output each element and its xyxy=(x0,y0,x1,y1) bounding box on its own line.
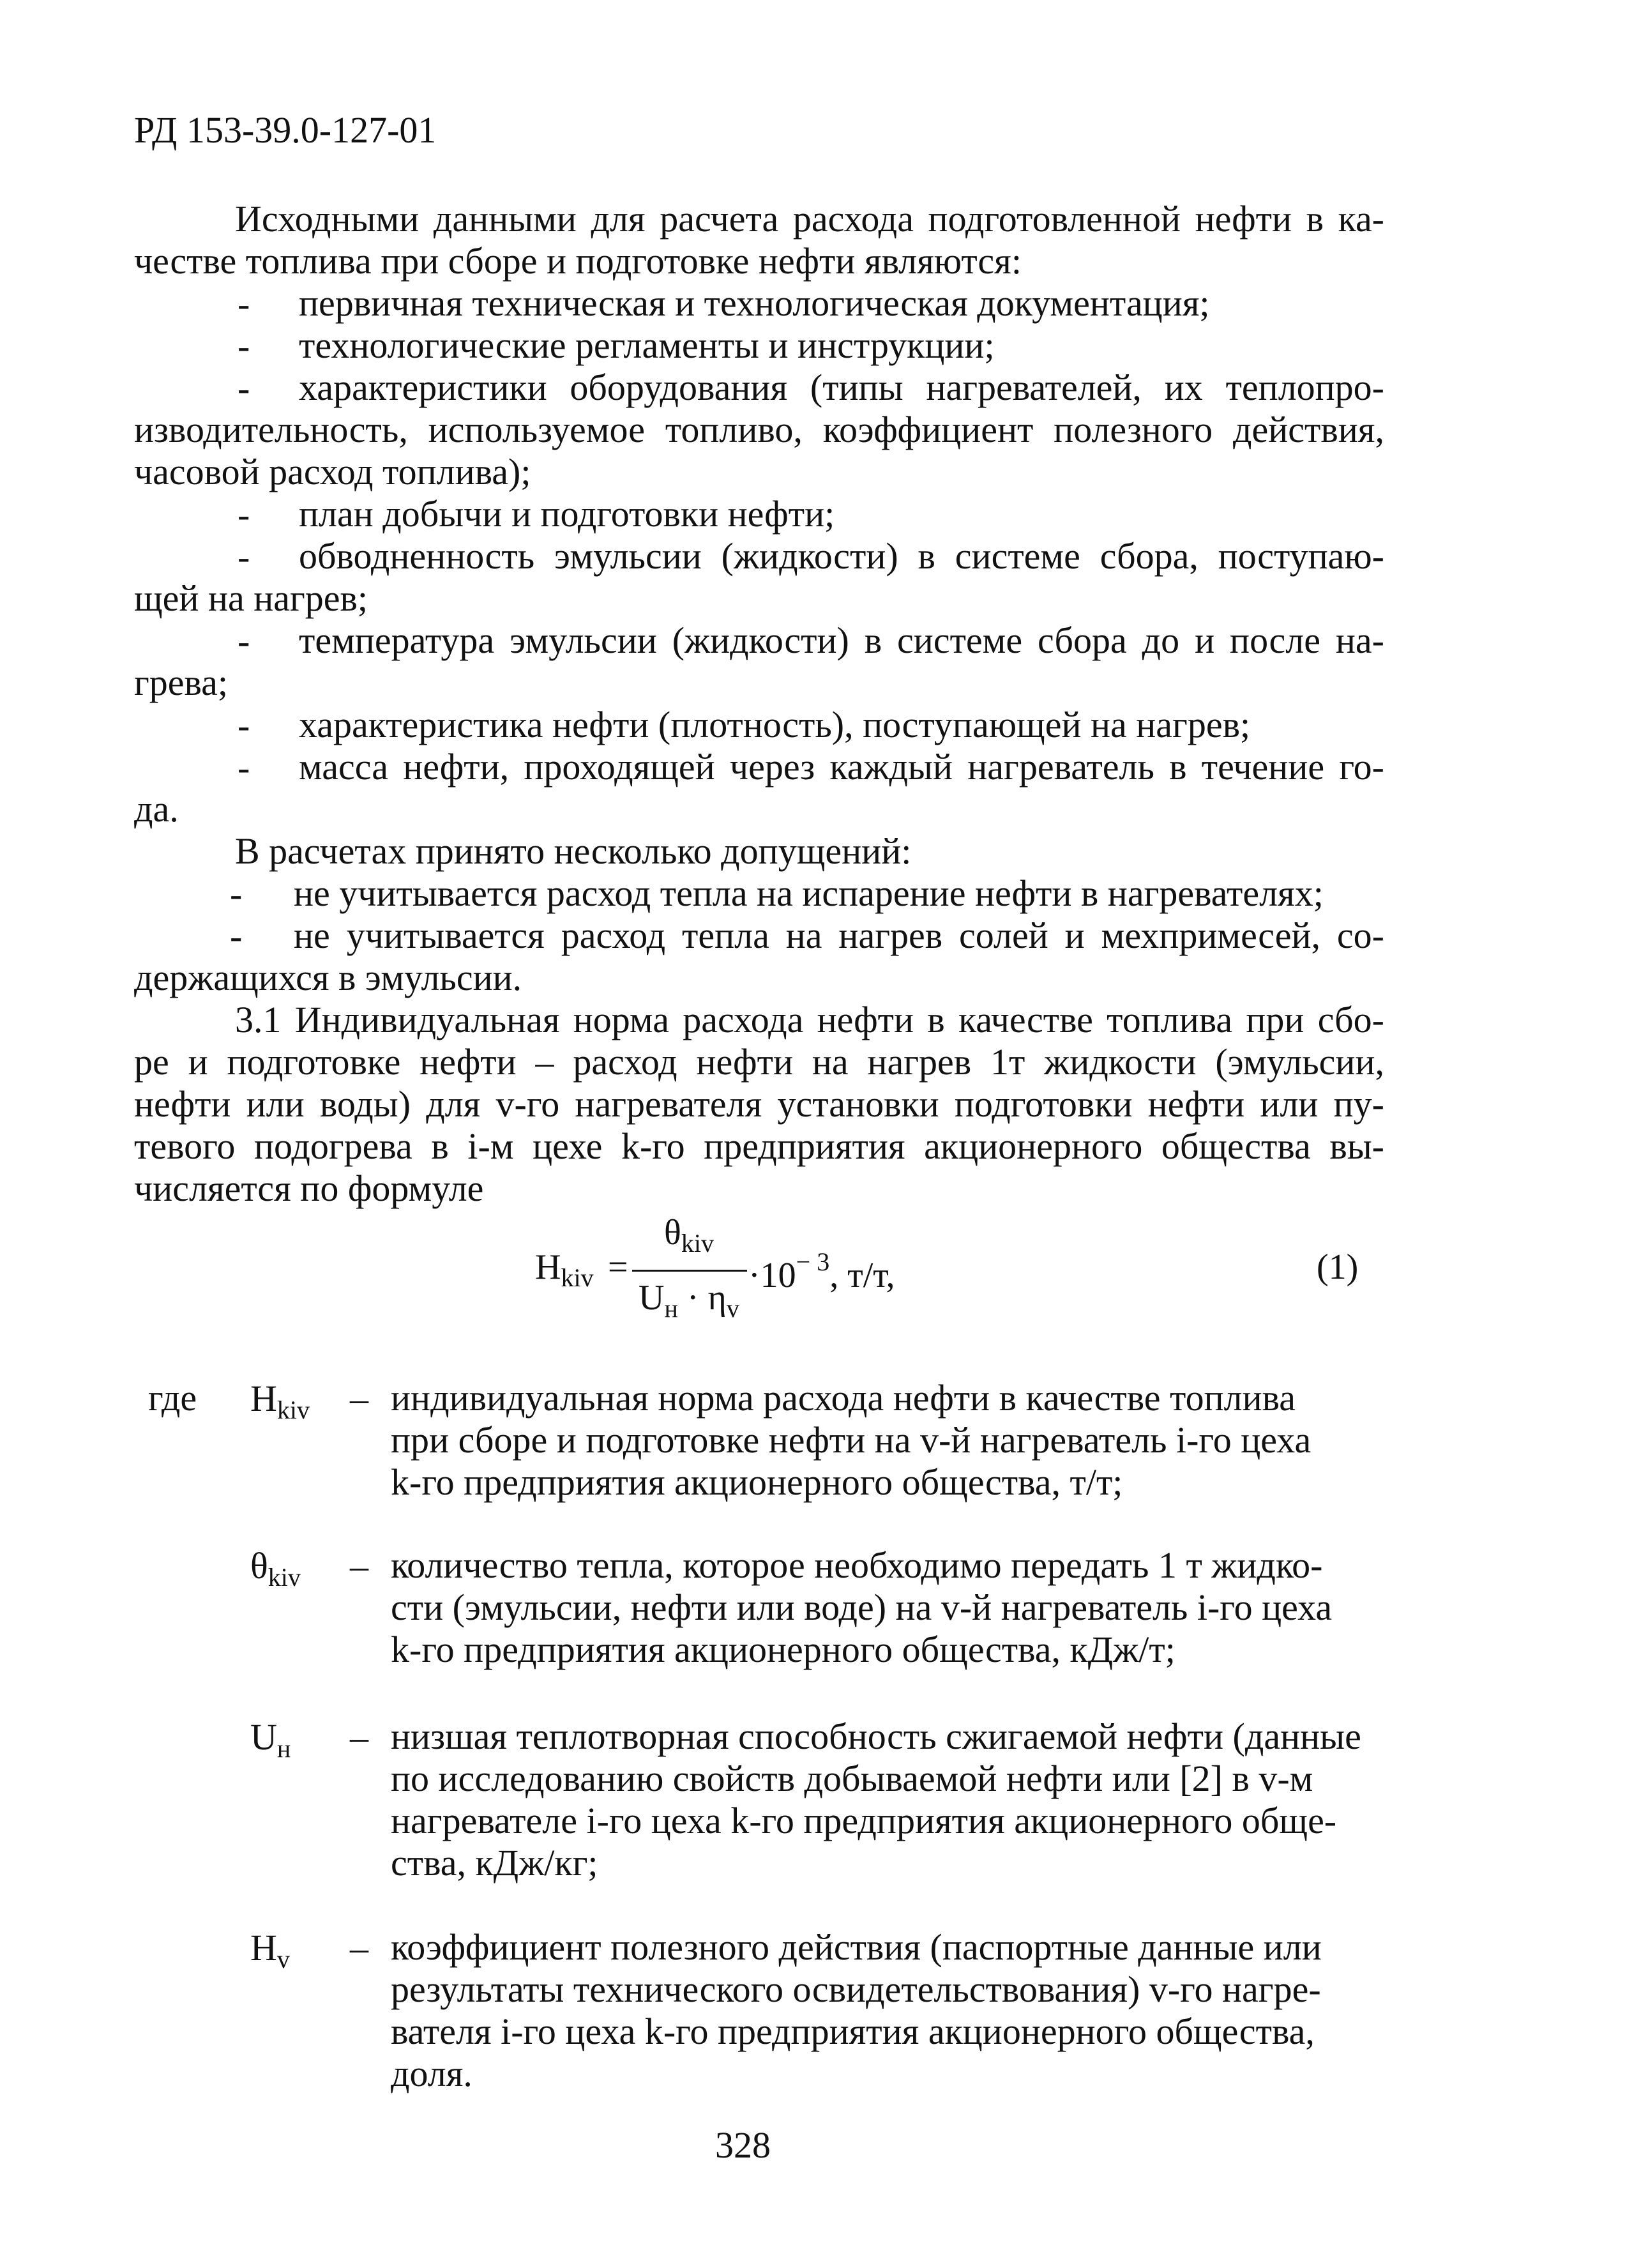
list-bullet: - xyxy=(238,704,250,746)
definition-dash: – xyxy=(350,1927,368,1968)
definition-symbol-sub: н xyxy=(276,1734,291,1763)
formula-lhs-symbol: H xyxy=(535,1247,561,1287)
list-bullet: - xyxy=(238,494,250,535)
definition-text: ства, кДж/кг; xyxy=(391,1842,598,1884)
definition-symbol xyxy=(250,1716,291,1763)
definition-text: индивидуальная норма расхода нефти в качестве топлива xyxy=(391,1377,1296,1419)
definition-symbol xyxy=(250,1377,310,1425)
definition-text: доля. xyxy=(391,2053,472,2094)
intro-line-1: Исходными данными для расчета расхода подготовленной нефти в ка- xyxy=(235,198,1384,240)
definition-symbol-letter: U xyxy=(250,1716,277,1758)
definition-symbol xyxy=(250,1544,301,1592)
formula-multiplier xyxy=(748,1247,895,1296)
intro-line-2: честве топлива при сборе и подготовке нефти являются: xyxy=(134,240,1022,282)
list-bullet: - xyxy=(230,873,243,915)
para-3-1-line: ре и подготовке нефти – расход нефти на нагрев 1т жидкости (эмульсии, xyxy=(134,1041,1384,1083)
definition-text: количество тепла, которое необходимо передать 1 т жидко- xyxy=(391,1544,1323,1586)
formula-multiplier-text: ·10 xyxy=(748,1256,796,1295)
formula-units: , т/т, xyxy=(829,1256,895,1295)
list-item-cont: грева; xyxy=(134,662,229,703)
list-item-cont: да. xyxy=(134,788,179,830)
definition-symbol-letter: H xyxy=(250,1927,277,1968)
list-bullet: - xyxy=(238,536,250,577)
definition-text: k-го предприятия акционерного общества, кДж/т; xyxy=(391,1629,1176,1670)
formula-lhs-sub: kiv xyxy=(561,1263,594,1292)
formula-exponent: − 3 xyxy=(796,1247,830,1276)
formula-denominator-b: η xyxy=(707,1278,727,1318)
formula-numerator-symbol: θ xyxy=(664,1213,681,1252)
list-item: не учитывается расход тепла на испарение нефти в нагревателях; xyxy=(294,872,1324,914)
definition-text: при сборе и подготовке нефти на v-й нагреватель i-го цеха xyxy=(391,1419,1312,1461)
list-item: масса нефти, проходящей через каждый нагреватель в течение го- xyxy=(299,746,1384,788)
formula-denominator-a-sub: н xyxy=(664,1294,678,1323)
definition-text: результаты технического освидетельствования) v-го нагре- xyxy=(391,1968,1321,2010)
formula-denominator-a: U xyxy=(639,1278,665,1318)
list-item-cont: щей на нагрев; xyxy=(134,577,368,619)
definition-text: по исследованию свойств добываемой нефти или [2] в v-м xyxy=(391,1758,1313,1799)
definition-text: вателя i-го цеха k-го предприятия акционерного общества, xyxy=(391,2011,1315,2052)
formula-denominator-b-sub: v xyxy=(726,1294,739,1323)
definition-text: нагревателе i-го цеха k-го предприятия акционерного обще- xyxy=(391,1800,1337,1841)
formula-equals: = xyxy=(608,1247,628,1287)
page-number: 328 xyxy=(715,2124,771,2166)
list-item: первичная техническая и технологическая документация; xyxy=(299,282,1210,324)
formula-denominator xyxy=(639,1277,739,1323)
definition-symbol-sub: kiv xyxy=(268,1563,301,1592)
list-item-cont: изводительность, используемое топливо, коэффициент полезного действия, xyxy=(134,409,1384,450)
definition-symbol-letter: H xyxy=(250,1378,277,1419)
definition-dash: – xyxy=(350,1716,368,1758)
definition-text: низшая теплотворная способность сжигаемой нефти (данные xyxy=(391,1716,1361,1757)
list-bullet: - xyxy=(230,915,243,957)
para-3-1-line: числяется по формуле xyxy=(134,1168,484,1209)
definition-symbol-letter: θ xyxy=(250,1545,268,1587)
list-item: технологические регламенты и инструкции; xyxy=(299,324,995,366)
formula-denominator-dot: · xyxy=(686,1278,699,1318)
definition-dash: – xyxy=(350,1545,368,1587)
para-3-1-line: нефти или воды) для v-го нагревателя установки подготовки нефти или пу- xyxy=(134,1083,1384,1125)
list-bullet: - xyxy=(238,367,250,409)
definition-symbol-sub: kiv xyxy=(276,1396,310,1424)
document-header-id: РД 153-39.0-127-01 xyxy=(134,109,437,151)
list-bullet: - xyxy=(238,620,250,662)
assumptions-intro: В расчетах принято несколько допущений: xyxy=(235,830,912,872)
list-item: обводненность эмульсии (жидкости) в системе сбора, поступаю- xyxy=(299,535,1384,577)
where-label: где xyxy=(148,1377,197,1419)
definition-symbol-sub: v xyxy=(276,1945,290,1974)
list-item: характеристика нефти (плотность), поступающей на нагрев; xyxy=(299,704,1251,745)
definition-text: k-го предприятия акционерного общества, т/т; xyxy=(391,1461,1123,1503)
definition-symbol xyxy=(250,1926,290,1974)
list-item: план добычи и подготовки нефти; xyxy=(299,493,835,535)
list-item: температура эмульсии (жидкости) в системе сбора до и после на- xyxy=(299,620,1384,661)
list-item-cont: держащихся в эмульсии. xyxy=(134,957,522,998)
para-3-1-line: 3.1 Индивидуальная норма расхода нефти в качестве топлива при сбо- xyxy=(235,999,1384,1040)
formula-number: (1) xyxy=(1317,1247,1359,1287)
list-bullet: - xyxy=(238,325,250,367)
formula-numerator-sub: kiv xyxy=(681,1229,714,1258)
list-item-cont: часовой расход топлива); xyxy=(134,451,531,492)
list-item: характеристики оборудования (типы нагревателей, их теплопро- xyxy=(299,367,1384,408)
definition-dash: – xyxy=(350,1378,368,1419)
formula-fraction-bar xyxy=(632,1270,747,1272)
definition-text: сти (эмульсии, нефти или воде) на v-й нагреватель i-го цеха xyxy=(391,1587,1333,1628)
list-bullet: - xyxy=(238,747,250,788)
list-item: не учитывается расход тепла на нагрев солей и мехпримесей, со- xyxy=(294,915,1384,956)
formula-numerator xyxy=(664,1212,714,1258)
list-bullet: - xyxy=(238,283,250,324)
formula-lhs xyxy=(535,1247,594,1293)
para-3-1-line: тевого подогрева в i-м цехе k-го предприятия акционерного общества вы- xyxy=(134,1125,1384,1167)
definition-text: коэффициент полезного действия (паспортные данные или xyxy=(391,1926,1322,1968)
